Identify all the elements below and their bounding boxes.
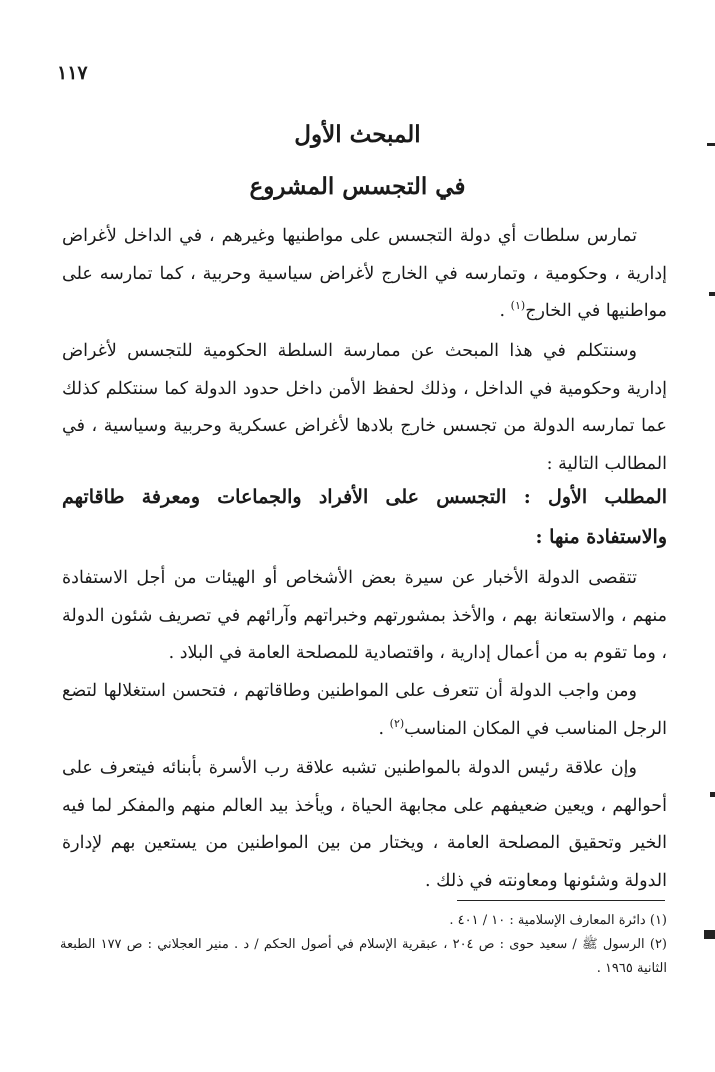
scan-mark	[707, 143, 715, 146]
paragraph-1-end: .	[499, 301, 511, 321]
footnote-ref-2: (٢)	[389, 716, 405, 730]
paragraph-4-end: .	[378, 718, 390, 739]
paragraph-3	[62, 560, 667, 673]
subsection-heading: المطلب الأول : التجسس على الأفراد والجماعات ومعرفة طاقاتهم والاستفادة منها :	[62, 486, 667, 548]
footnotes	[60, 909, 667, 981]
footnote-ref-1: (١)	[510, 299, 526, 313]
footnote-1: (١) دائرة المعارف الإسلامية : ١٠ / ٤٠١ .	[449, 913, 667, 928]
scan-mark	[710, 792, 715, 797]
footnote-divider	[457, 900, 665, 901]
paragraph-4-text: ومن واجب الدولة أن تتعرف على المواطنين وطاقاتهم ، فتحسن استغلالها لتضع الرجل المناسب في المكان المناسب	[62, 681, 667, 739]
scan-mark	[704, 930, 715, 939]
scan-mark	[709, 292, 715, 296]
page-number: ١١٧	[57, 62, 88, 84]
paragraph-2	[62, 333, 667, 483]
paragraph-1-text: تمارس سلطات أي دولة التجسس على مواطنيها وغيرهم ، في الداخل لأغراض إدارية ، وحكومية ، وتمارسه في الخارج لأغراض سياسية وحربية ، كما تمارسه على مواطنيها في الخارج	[62, 226, 667, 321]
paragraph-5-text: وإن علاقة رئيس الدولة بالمواطنين تشبه علاقة رب الأسرة بأبنائه فيتعرف على أحوالهم ، ويعين ضعيفهم على مجابهة الحياة ، ويأخذ بيد العالم منهم والمفكر لما فيه الخير وتحقيق المصلحة العامة ، ويختار من بين المواطنين من يستعين بهم لإدارة الدولة وشئونها ومعاونته في ذلك .	[62, 758, 667, 891]
paragraph-1	[62, 218, 667, 331]
paragraph-2-text: وسنتكلم في هذا المبحث عن ممارسة السلطة الحكومية للتجسس لأغراض إدارية وحكومية في الداخل ، وذلك لحفظ الأمن داخل حدود الدولة كما سنتكلم كذلك عما تمارسه الدولة من تجسس خارج بلادها لأغراض عسكرية وحربية وسياسية ، في المطالب التالية :	[62, 341, 667, 474]
footnote-2: (٢) الرسول ﷺ / سعيد حوى : ص ٢٠٤ ، عبقرية الإسلام في أصول الحكم / د . منير العجلاني : ص ١٧٧ الطبعة الثانية ١٩٦٥ .	[60, 937, 667, 976]
paragraph-4	[62, 673, 667, 748]
section-title: المبحث الأول	[294, 121, 421, 148]
paragraph-5	[62, 750, 667, 900]
paragraph-3-text: تتقصى الدولة الأخبار عن سيرة بعض الأشخاص أو الهيئات من أجل الاستفادة منهم ، والاستعانة بهم ، والأخذ بمشورتهم وخبراتهم وآرائهم في تصريف شئون الدولة ، وما تقوم به من أعمال إدارية ، واقتصادية للمصلحة العامة في البلاد .	[62, 568, 667, 663]
section-subtitle: في التجسس المشروع	[249, 173, 466, 200]
